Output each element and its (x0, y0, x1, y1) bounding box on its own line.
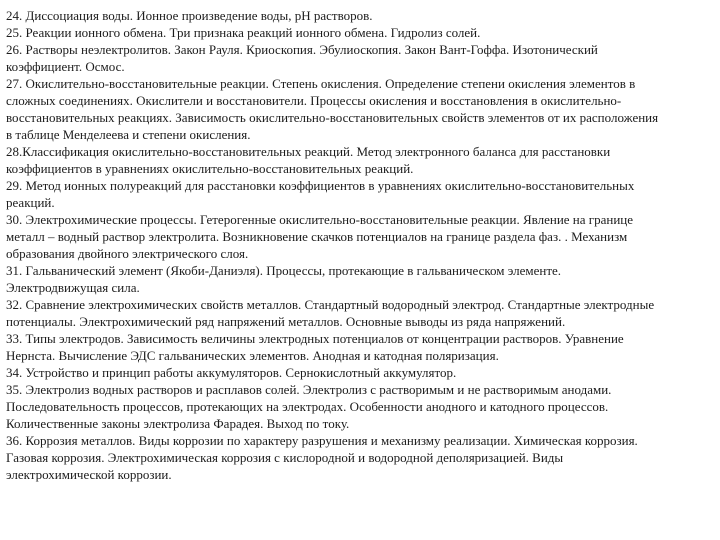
topic-text-line: Электродвижущая сила. (6, 280, 140, 295)
topic-text-line: 30. Электрохимические процессы. Гетерогенные окислительно-восстановительные реакции. Явление на границе (6, 212, 634, 227)
topic-list (6, 7, 714, 483)
topic-text-line: 29. Метод ионных полуреакций для расстановки коэффициентов в уравнениях окислительно-восстановительных (6, 178, 635, 193)
topic-text-line: 33. Типы электродов. Зависимость величины электродных потенциалов от концентрации растворов. Уравнение (6, 331, 624, 346)
topic-text-line: 26. Растворы неэлектролитов. Закон Рауля. Криоскопия. Эбулиоскопия. Закон Вант-Гоффа. Изотонический (6, 42, 598, 57)
topic-text-line: коэффициент. Осмос. (6, 59, 125, 74)
topic-item-33 (6, 330, 714, 364)
topic-text-line: Газовая коррозия. Электрохимическая коррозия с кислородной и водородной деполяризацией. Виды (6, 450, 564, 465)
topic-text-line: Нернста. Вычисление ЭДС гальванических элементов. Анодная и катодная поляризация. (6, 348, 499, 363)
topic-item-31 (6, 262, 714, 296)
topic-text-line: 27. Окислительно-восстановительные реакции. Степень окисления. Определение степени окисления элементов в (6, 76, 636, 91)
topic-text-line: 28.Классификация окислительно-восстановительных реакций. Метод электронного баланса для расстановки (6, 144, 611, 159)
topic-text-line: образования двойного электрического слоя. (6, 246, 249, 261)
topic-text-line: восстановительных реакциях. Зависимость окислительно-восстановительных свойств элементов от их расположения (6, 110, 659, 125)
topic-text-line: электрохимической коррозии. (6, 467, 172, 482)
topic-text-line: Последовательность процессов, протекающих на электродах. Особенности анодного и катодного процессов. (6, 399, 609, 414)
topic-text-line: 34. Устройство и принцип работы аккумуляторов. Сернокислотный аккумулятор. (6, 365, 457, 380)
topic-text-line: металл – водный раствор электролита. Возникновение скачков потенциалов на границе раздела фаз. . Механизм (6, 229, 628, 244)
topic-item-27 (6, 75, 714, 143)
topic-text-line: Количественные законы электролиза Фарадея. Выход по току. (6, 416, 350, 431)
topic-item-30 (6, 211, 714, 262)
topic-item-24 (6, 7, 714, 24)
topic-item-36 (6, 432, 714, 483)
topic-text-line: 25. Реакции ионного обмена. Три признака реакций ионного обмена. Гидролиз солей. (6, 25, 481, 40)
topic-text-line: реакций. (6, 195, 55, 210)
topic-text-line: в таблице Менделеева и степени окисления. (6, 127, 251, 142)
topic-text-line: 24. Диссоциация воды. Ионное произведение воды, рН растворов. (6, 8, 373, 23)
topic-item-28 (6, 143, 714, 177)
topic-item-29 (6, 177, 714, 211)
topic-text-line: 36. Коррозия металлов. Виды коррозии по характеру разрушения и механизму реализации. Химическая коррозия. (6, 433, 638, 448)
topic-text-line: потенциалы. Электрохимический ряд напряжений металлов. Основные выводы из ряда напряжений. (6, 314, 566, 329)
topic-text-line: сложных соединениях. Окислители и восстановители. Процессы окисления и восстановления в окислительно- (6, 93, 622, 108)
topic-text-line: 31. Гальванический элемент (Якоби-Даниэля). Процессы, протекающие в гальваническом элементе. (6, 263, 562, 278)
topic-item-35 (6, 381, 714, 432)
topic-item-26 (6, 41, 714, 75)
topic-text-line: коэффициентов в уравнениях окислительно-восстановительных реакций. (6, 161, 414, 176)
topic-text-line: 32. Сравнение электрохимических свойств металлов. Стандартный водородный электрод. Стандартные электродные (6, 297, 655, 312)
topic-item-25 (6, 24, 714, 41)
topic-item-34 (6, 364, 714, 381)
topic-text-line: 35. Электролиз водных растворов и расплавов солей. Электролиз с растворимым и не растворимым анодами. (6, 382, 612, 397)
topic-item-32 (6, 296, 714, 330)
